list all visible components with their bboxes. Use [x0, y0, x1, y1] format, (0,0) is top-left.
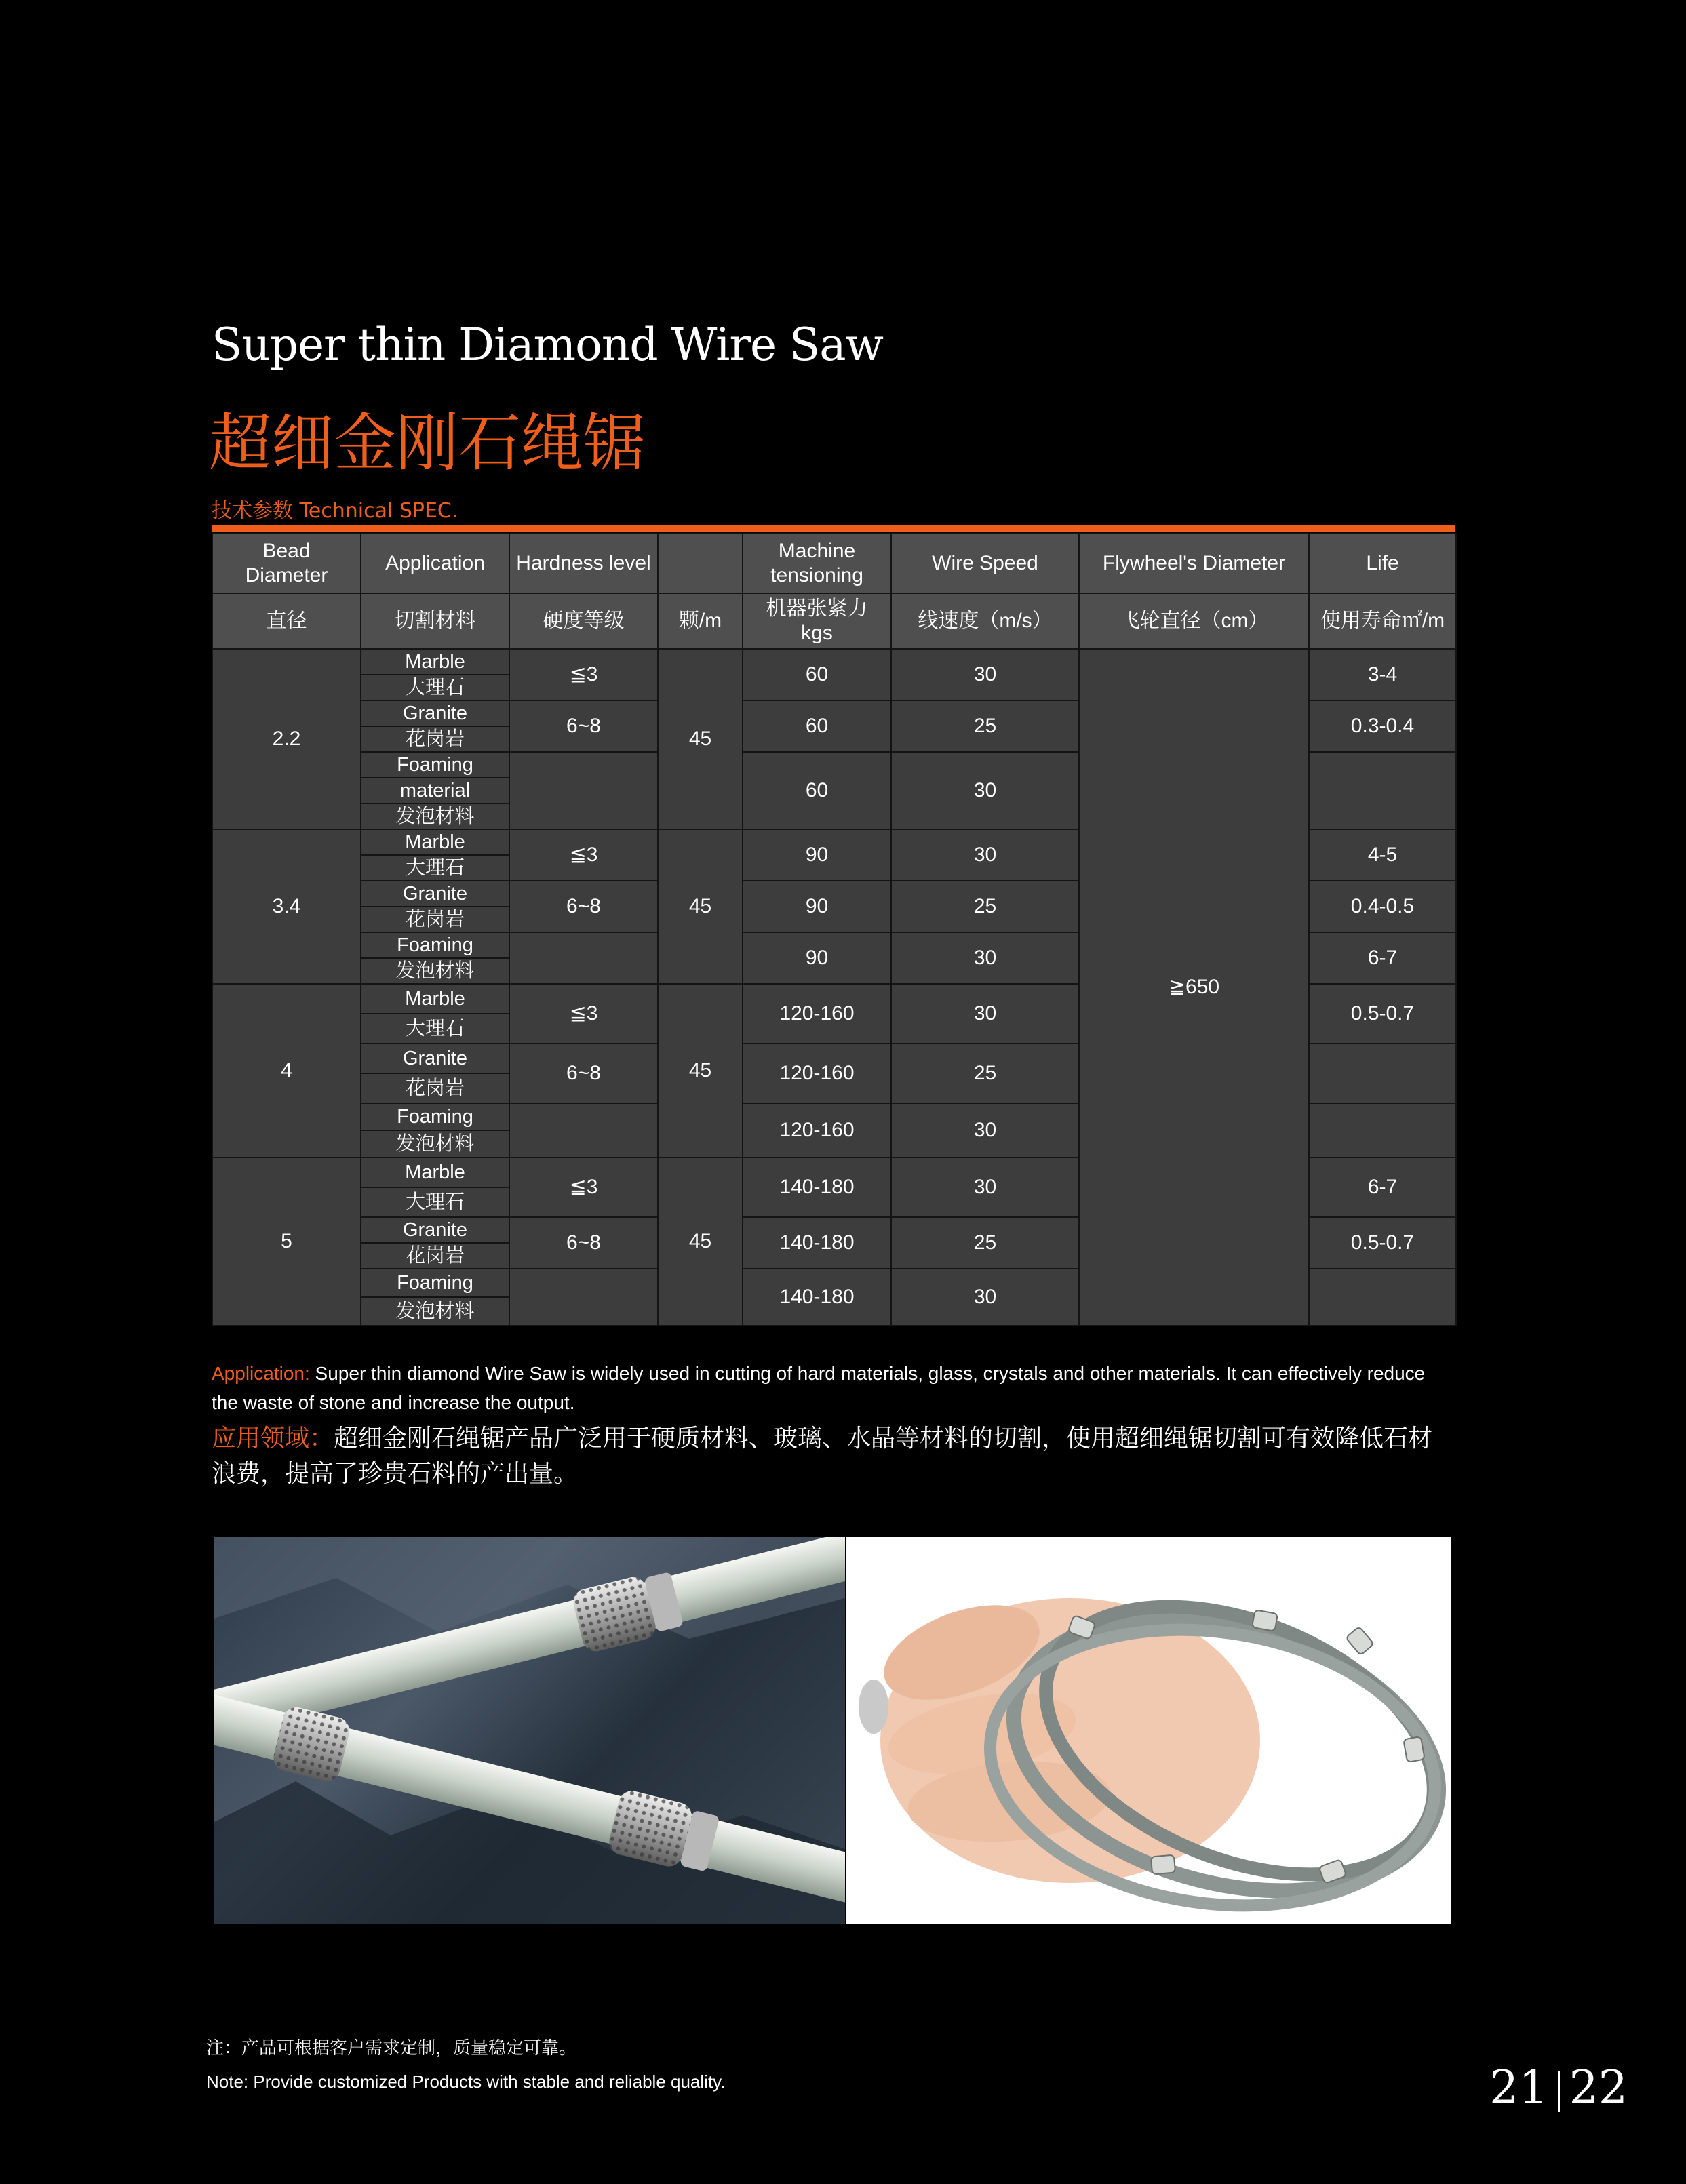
- application-en-2: material: [361, 778, 509, 803]
- application-cn: 花岗岩: [361, 726, 509, 752]
- application-en: Granite: [361, 881, 509, 907]
- hardness-cell: ≦3: [509, 649, 658, 700]
- speed-cell: 30: [891, 752, 1079, 829]
- application-note-en: [212, 1359, 1455, 1417]
- life-cell: 0.5-0.7: [1309, 1217, 1456, 1269]
- speed-cell: 30: [891, 829, 1079, 881]
- application-cn: 大理石: [361, 675, 509, 700]
- application-cn: 大理石: [361, 855, 509, 881]
- speed-cell: 25: [891, 1044, 1079, 1103]
- hardness-cell: 6~8: [509, 1044, 658, 1103]
- tension-cell: 140-180: [743, 1217, 891, 1269]
- accent-bar: [212, 525, 1455, 532]
- title-en: Super thin Diamond Wire Saw: [212, 319, 884, 371]
- life-cell: 6-7: [1309, 1157, 1456, 1217]
- application-cn: 花岗岩: [361, 1243, 509, 1269]
- header-application-cn: 切割材料: [361, 593, 509, 649]
- tension-cell: 90: [743, 881, 891, 932]
- life-cell: [1309, 1269, 1456, 1326]
- application-label-en: Application:: [212, 1363, 310, 1384]
- application-cn: 花岗岩: [361, 1073, 509, 1103]
- spec-label: 技术参数 Technical SPEC.: [212, 499, 458, 523]
- application-en: Marble: [361, 1157, 509, 1187]
- bead-diameter-cell: 5: [212, 1157, 361, 1326]
- per-m-cell: 45: [658, 649, 743, 829]
- bead-diameter-cell: 3.4: [212, 829, 361, 984]
- spec-table: [212, 533, 1457, 1326]
- hardness-cell: [509, 1103, 658, 1157]
- header-wire-speed-cn: 线速度（m/s）: [891, 593, 1079, 649]
- tension-cell: 60: [743, 649, 891, 700]
- application-cn: 发泡材料: [361, 1130, 509, 1157]
- header-wire-speed: Wire Speed: [891, 534, 1079, 593]
- tension-cell: 140-180: [743, 1157, 891, 1217]
- header-bead-cn: 直径: [212, 593, 361, 649]
- application-en: Foaming: [361, 752, 509, 778]
- application-text-en: Super thin diamond Wire Saw is widely used in cutting of hard materials, glass, crystals and other materials. It can effectively reduce the waste of stone and increase the output.: [212, 1363, 1426, 1413]
- application-en: Foaming: [361, 932, 509, 958]
- speed-cell: 30: [891, 1269, 1079, 1326]
- tension-cell: 60: [743, 752, 891, 829]
- tension-cell: 120-160: [743, 1044, 891, 1103]
- speed-cell: 30: [891, 649, 1079, 700]
- life-cell: 0.5-0.7: [1309, 984, 1456, 1044]
- life-cell: 4-5: [1309, 829, 1456, 881]
- speed-cell: 30: [891, 1157, 1079, 1217]
- note-en: Note: Provide customized Products with stable and reliable quality.: [206, 2071, 726, 2092]
- hardness-cell: ≦3: [509, 1157, 658, 1217]
- header-flywheel: Flywheel's Diameter: [1079, 534, 1309, 593]
- tension-cell: 90: [743, 829, 891, 881]
- application-note-cn: [212, 1421, 1455, 1492]
- application-label-cn: 应用领域：: [212, 1425, 334, 1452]
- header-application: Application: [361, 534, 509, 593]
- page-divider: [1558, 2071, 1560, 2112]
- speed-cell: 30: [891, 984, 1079, 1044]
- header-per-m: [658, 534, 743, 593]
- hardness-cell: [509, 932, 658, 984]
- application-en: Foaming: [361, 1269, 509, 1297]
- application-en: Marble: [361, 829, 509, 855]
- header-hardness-cn: 硬度等级: [509, 593, 658, 649]
- application-text-cn: 超细金刚石绳锯产品广泛用于硬质材料、玻璃、水晶等材料的切割，使用超细绳锯切割可有效降低石材浪费，提高了珍贵石料的产出量。: [212, 1425, 1433, 1488]
- application-en: Foaming: [361, 1103, 509, 1130]
- per-m-cell: 45: [658, 984, 743, 1157]
- application-cn: 大理石: [361, 1014, 509, 1044]
- header-hardness: Hardness level: [509, 534, 658, 593]
- speed-cell: 25: [891, 881, 1079, 932]
- bead-diameter-cell: 2.2: [212, 649, 361, 829]
- hardness-cell: [509, 752, 658, 829]
- life-cell: 0.3-0.4: [1309, 700, 1456, 752]
- header-machine-cn: 机器张紧力 kgs: [743, 593, 891, 649]
- hand-holding-wire-photo: [846, 1537, 1451, 1924]
- tension-cell: 60: [743, 700, 891, 752]
- header-bead: Bead Diameter: [212, 534, 361, 593]
- header-machine: Machine tensioning: [743, 534, 891, 593]
- page-left: 21: [1489, 2061, 1548, 2115]
- hardness-cell: 6~8: [509, 881, 658, 932]
- tension-cell: 120-160: [743, 1103, 891, 1157]
- note-cn: 注：产品可根据客户需求定制，质量稳定可靠。: [206, 2038, 577, 2059]
- application-cn: 发泡材料: [361, 958, 509, 984]
- application-en: Marble: [361, 649, 509, 675]
- application-cn: 发泡材料: [361, 803, 509, 829]
- hardness-cell: [509, 1269, 658, 1326]
- wire-saw-on-stone-photo: [214, 1537, 845, 1924]
- life-cell: [1309, 1103, 1456, 1157]
- title-cn: 超细金刚石绳锯: [209, 407, 646, 479]
- tension-cell: 140-180: [743, 1269, 891, 1326]
- per-m-cell: 45: [658, 1157, 743, 1326]
- speed-cell: 30: [891, 932, 1079, 984]
- application-en: Granite: [361, 700, 509, 726]
- application-cn: 大理石: [361, 1187, 509, 1217]
- hardness-cell: 6~8: [509, 1217, 658, 1269]
- speed-cell: 30: [891, 1103, 1079, 1157]
- header-per-m-cn: 颗/m: [658, 593, 743, 649]
- page-numbers: [1489, 2061, 1628, 2115]
- speed-cell: 25: [891, 1217, 1079, 1269]
- page-right: 22: [1569, 2061, 1628, 2115]
- per-m-cell: 45: [658, 829, 743, 984]
- life-cell: [1309, 1044, 1456, 1103]
- header-life-cn: 使用寿命㎡/m: [1309, 593, 1456, 649]
- application-en: Granite: [361, 1044, 509, 1073]
- hardness-cell: ≦3: [509, 984, 658, 1044]
- application-cn: 花岗岩: [361, 907, 509, 932]
- flywheel-cell: ≧650: [1079, 649, 1309, 1326]
- application-en: Granite: [361, 1217, 509, 1243]
- life-cell: 3-4: [1309, 649, 1456, 700]
- life-cell: 6-7: [1309, 932, 1456, 984]
- hardness-cell: 6~8: [509, 700, 658, 752]
- life-cell: [1309, 752, 1456, 829]
- bead-diameter-cell: 4: [212, 984, 361, 1157]
- header-life: Life: [1309, 534, 1456, 593]
- speed-cell: 25: [891, 700, 1079, 752]
- tension-cell: 90: [743, 932, 891, 984]
- life-cell: 0.4-0.5: [1309, 881, 1456, 932]
- tension-cell: 120-160: [743, 984, 891, 1044]
- hardness-cell: ≦3: [509, 829, 658, 881]
- header-flywheel-cn: 飞轮直径（cm）: [1079, 593, 1309, 649]
- application-cn: 发泡材料: [361, 1297, 509, 1326]
- application-en: Marble: [361, 984, 509, 1014]
